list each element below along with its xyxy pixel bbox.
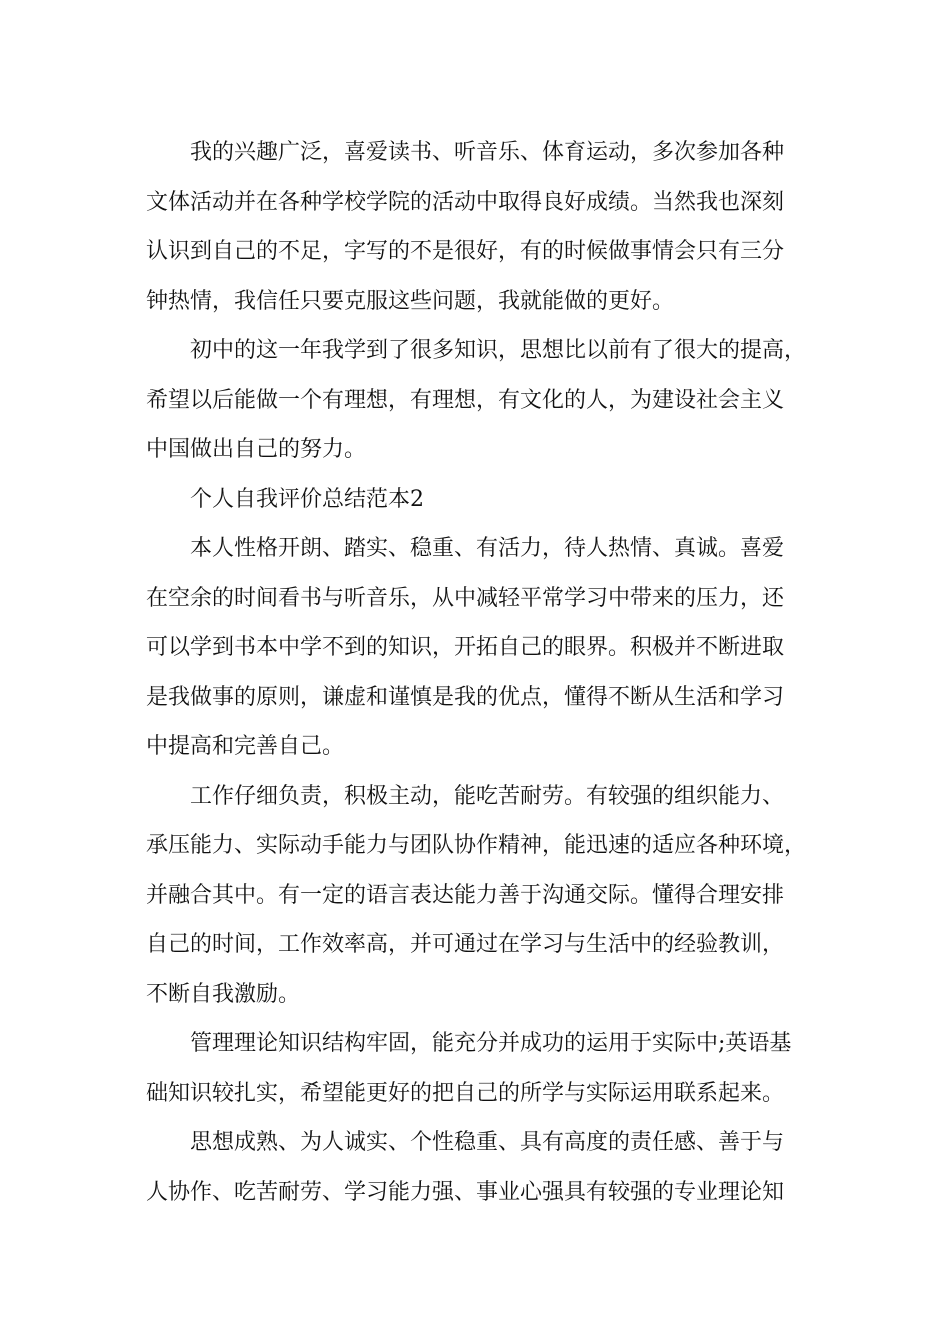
- text-line: 工作仔细负责，积极主动，能吃苦耐劳。有较强的组织能力、: [190, 783, 785, 809]
- text-line: 自己的时间，工作效率高，并可通过在学习与生活中的经验教训，: [146, 932, 785, 957]
- text-line: 在空余的时间看书与听音乐，从中减轻平常学习中带来的压力，还: [146, 585, 785, 611]
- text-line: 并融合其中。有一定的语言表达能力善于沟通交际。懂得合理安排: [146, 882, 785, 908]
- text-line: 是我做事的原则，谦虚和谨慎是我的优点，懂得不断从生活和学习: [146, 684, 785, 710]
- text-line: 初中的这一年我学到了很多知识，思想比以前有了很大的提高，: [190, 338, 807, 363]
- text-line: 我的兴趣广泛，喜爱读书、听音乐、体育运动，多次参加各种: [190, 140, 785, 165]
- text-line: 认识到自己的不足，字写的不是很好，有的时候做事情会只有三分: [146, 239, 785, 264]
- text-line: 础知识较扎实，希望能更好的把自己的所学与实际运用联系起来。: [146, 1080, 785, 1106]
- text-line: 承压能力、实际动手能力与团队协作精神，能迅速的适应各种环境，: [146, 833, 807, 858]
- text-line: 中国做出自己的努力。: [146, 437, 367, 462]
- text-line: 不断自我激励。: [146, 981, 301, 1007]
- document-body: [146, 128, 836, 1217]
- section-heading: 个人自我评价总结范本2: [190, 486, 424, 512]
- text-line: 文体活动并在各种学校学院的活动中取得良好成绩。当然我也深刻: [146, 189, 785, 215]
- text-line: 可以学到书本中学不到的知识，开拓自己的眼界。积极并不断进取: [146, 635, 785, 660]
- text-line: 本人性格开朗、踏实、稳重、有活力，待人热情、真诚。喜爱: [190, 536, 785, 561]
- text-line: 思想成熟、为人诚实、个性稳重、具有高度的责任感、善于与: [190, 1130, 785, 1155]
- text-line: 希望以后能做一个有理想，有理想，有文化的人，为建设社会主义: [146, 387, 785, 413]
- text-line: 钟热情，我信任只要克服这些问题，我就能做的更好。: [146, 288, 675, 314]
- text-line: 人协作、吃苦耐劳、学习能力强、事业心强具有较强的专业理论知: [146, 1179, 785, 1205]
- text-line: 管理理论知识结构牢固，能充分并成功的运用于实际中;英语基: [190, 1031, 792, 1056]
- text-line: 中提高和完善自己。: [146, 734, 345, 759]
